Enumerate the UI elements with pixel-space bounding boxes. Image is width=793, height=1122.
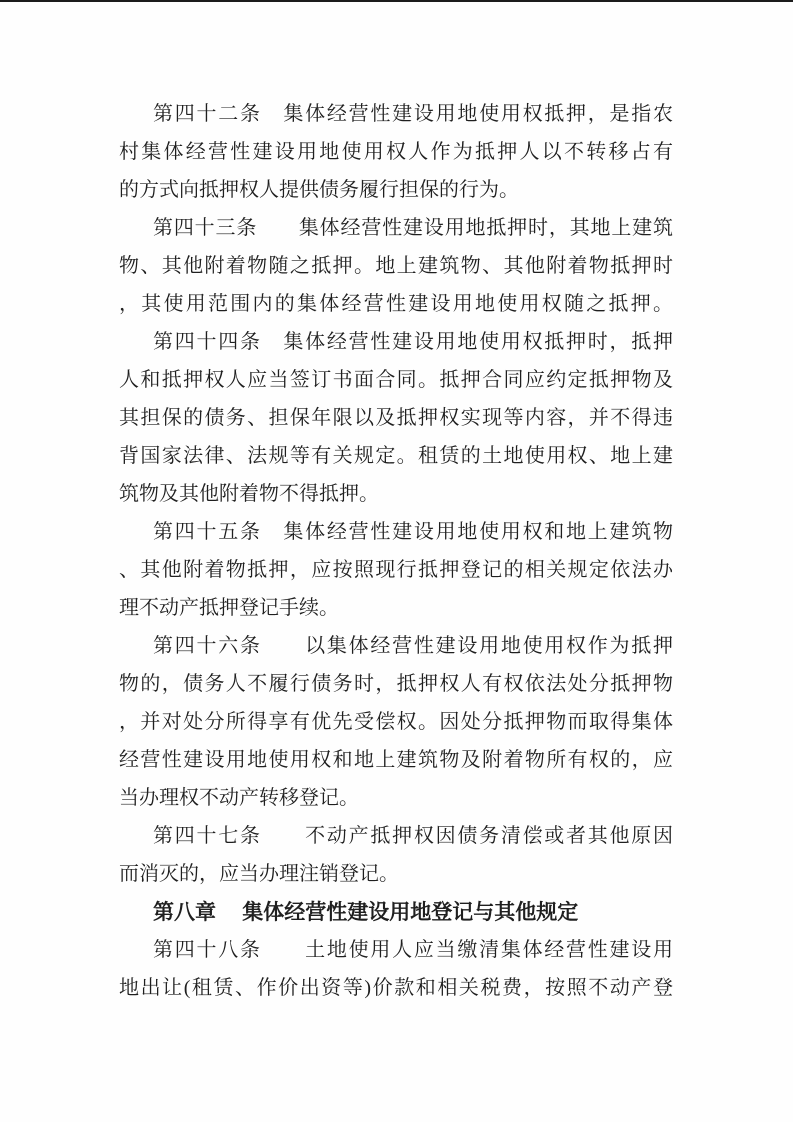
text-line: 第四十五条 集体经营性建设用地使用权和地上建筑物 bbox=[153, 521, 673, 543]
text-line: 第四十七条 不动产抵押权因债务清偿或者其他原因 bbox=[153, 825, 673, 847]
text-line: 物的，债务人不履行债务时，抵押权人有权依法处分抵押物 bbox=[119, 673, 673, 695]
chapter-heading-line: 第八章 集体经营性建设用地登记与其他规定 bbox=[153, 900, 579, 924]
text-line: 村集体经营性建设用地使用权人作为抵押人以不转移占有 bbox=[119, 141, 673, 163]
text-line: 其担保的债务、担保年限以及抵押权实现等内容，并不得违 bbox=[119, 407, 673, 429]
text-line: 筑物及其他附着物不得抵押。 bbox=[119, 483, 379, 505]
text-line: 经营性建设用地使用权和地上建筑物及附着物所有权的，应 bbox=[119, 749, 673, 771]
text-line: 第四十八条 土地使用人应当缴清集体经营性建设用 bbox=[153, 939, 673, 961]
text-line: 、其他附着物抵押，应按照现行抵押登记的相关规定依法办 bbox=[119, 559, 673, 581]
document-body bbox=[119, 95, 673, 1007]
text-line: 第四十四条 集体经营性建设用地使用权抵押时，抵押 bbox=[153, 331, 673, 353]
text-line: 而消灭的，应当办理注销登记。 bbox=[119, 863, 399, 885]
article-paragraph bbox=[119, 513, 673, 627]
article-paragraph bbox=[119, 627, 673, 817]
article-paragraph bbox=[119, 209, 673, 323]
text-line: 物、其他附着物随之抵押。地上建筑物、其他附着物抵押时 bbox=[119, 255, 673, 277]
chapter-heading bbox=[119, 893, 673, 931]
article-paragraph bbox=[119, 323, 673, 513]
article-paragraph bbox=[119, 931, 673, 1007]
text-line: 人和抵押权人应当签订书面合同。抵押合同应约定抵押物及 bbox=[119, 369, 673, 391]
text-line: 第四十六条 以集体经营性建设用地使用权作为抵押 bbox=[153, 635, 673, 657]
page-top-edge-line bbox=[0, 0, 793, 2]
text-line: 地出让(租赁、作价出资等)价款和相关税费，按照不动产登 bbox=[119, 977, 673, 999]
text-line: ，其使用范围内的集体经营性建设用地使用权随之抵押。 bbox=[119, 293, 673, 315]
article-paragraph bbox=[119, 95, 673, 209]
text-line: ，并对处分所得享有优先受偿权。因处分抵押物而取得集体 bbox=[119, 711, 673, 733]
text-line: 当办理权不动产转移登记。 bbox=[119, 787, 359, 809]
text-line: 第四十二条 集体经营性建设用地使用权抵押，是指农 bbox=[153, 103, 673, 125]
text-line: 背国家法律、法规等有关规定。租赁的土地使用权、地上建 bbox=[119, 445, 673, 467]
text-line: 第四十三条 集体经营性建设用地抵押时，其地上建筑 bbox=[153, 217, 673, 239]
text-line: 的方式向抵押权人提供债务履行担保的行为。 bbox=[119, 179, 519, 201]
article-paragraph bbox=[119, 817, 673, 893]
text-line: 理不动产抵押登记手续。 bbox=[119, 597, 339, 619]
